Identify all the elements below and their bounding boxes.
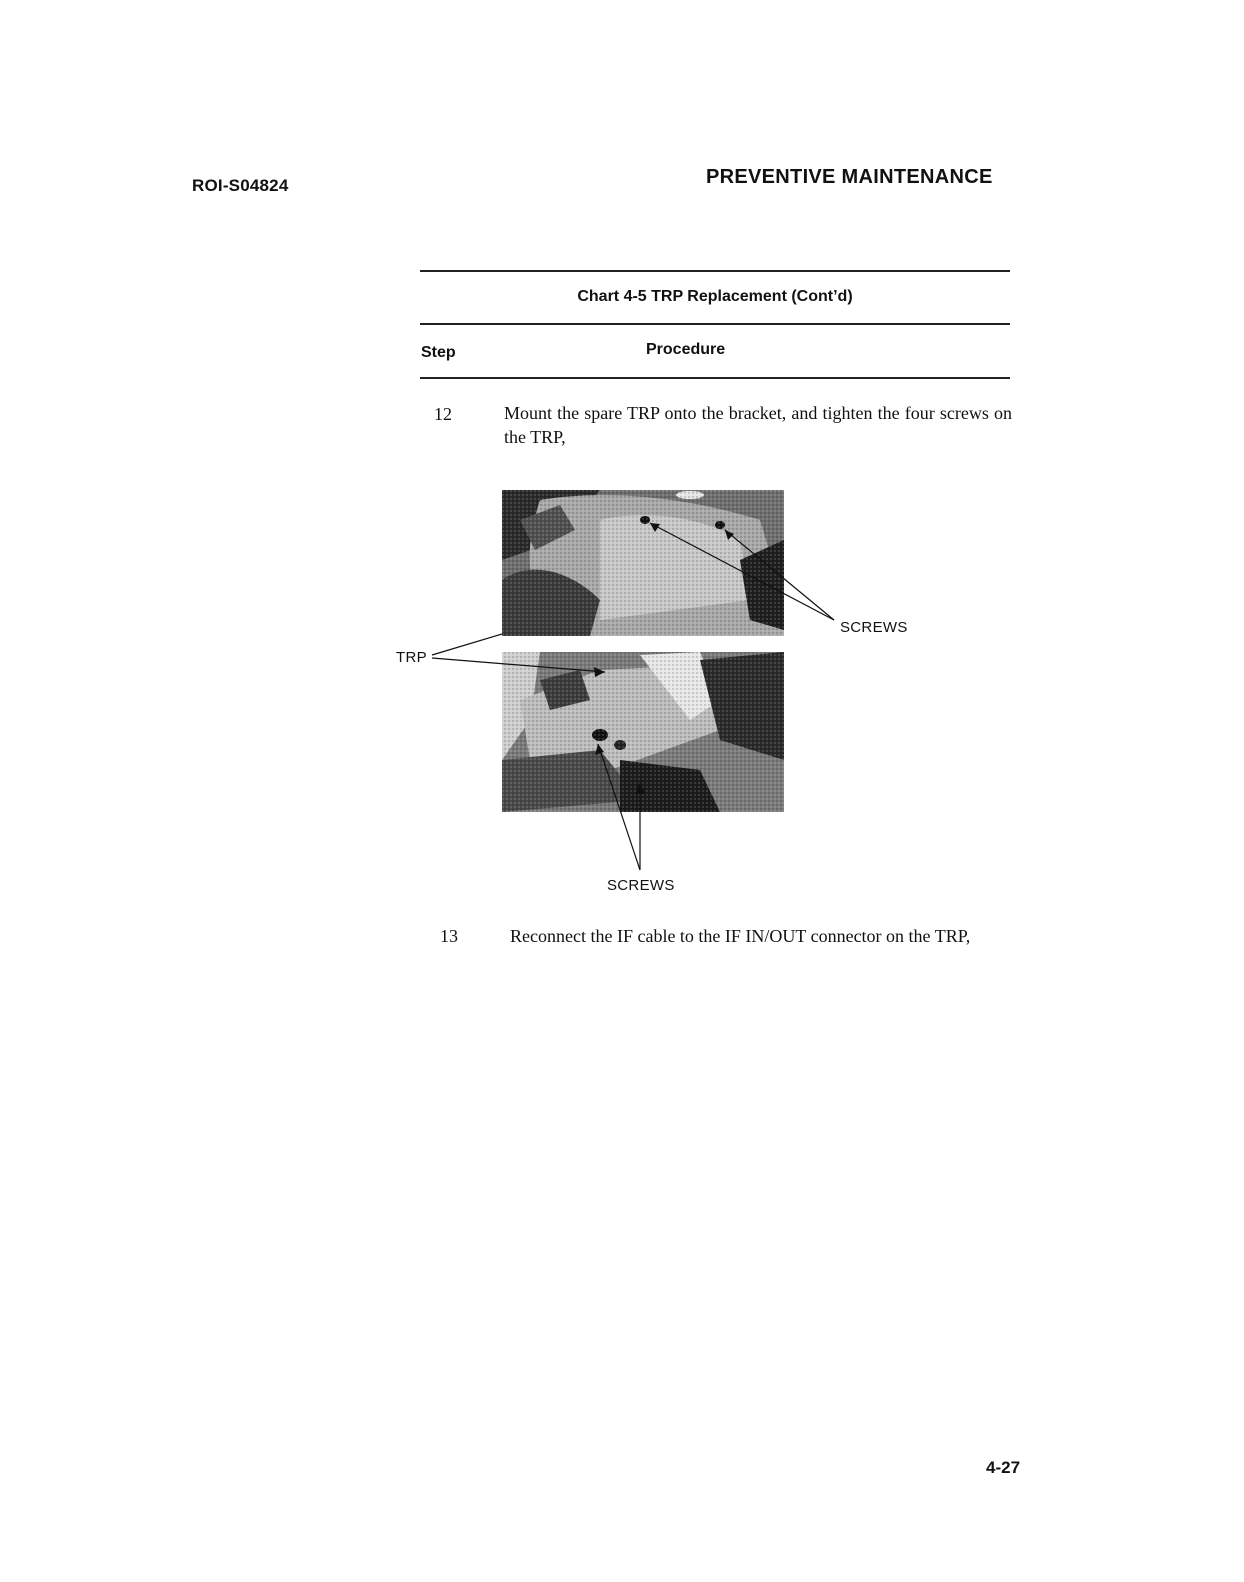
chart-title: Chart 4-5 TRP Replacement (Cont’d) [577,288,853,305]
bottom-photo [502,652,784,812]
callout-screws-bottom: SCREWS [607,877,675,894]
callout-trp: TRP [396,649,427,666]
callout-arrowheads [594,523,734,794]
document-id: ROI-S04824 [192,176,289,195]
top-photo [502,490,784,636]
step-number: 13 [440,926,458,946]
table-body-rule [420,377,1010,379]
column-header-procedure: Procedure [646,341,726,358]
table-top-rule [420,270,1010,272]
callout-screws-top: SCREWS [840,619,908,636]
callout-leader-lines [432,523,834,870]
step-number: 12 [434,404,452,424]
step-procedure-text: Mount the spare TRP onto the bracket, and tighten the four screws on the TRP, [504,403,1012,447]
step-procedure-text: Reconnect the IF cable to the IF IN/OUT connector on the TRP, [510,926,971,946]
page-number: 4-27 [986,1458,1021,1477]
column-header-step: Step [421,344,456,361]
table-header-rule [420,323,1010,325]
section-title: PREVENTIVE MAINTENANCE [706,166,993,188]
